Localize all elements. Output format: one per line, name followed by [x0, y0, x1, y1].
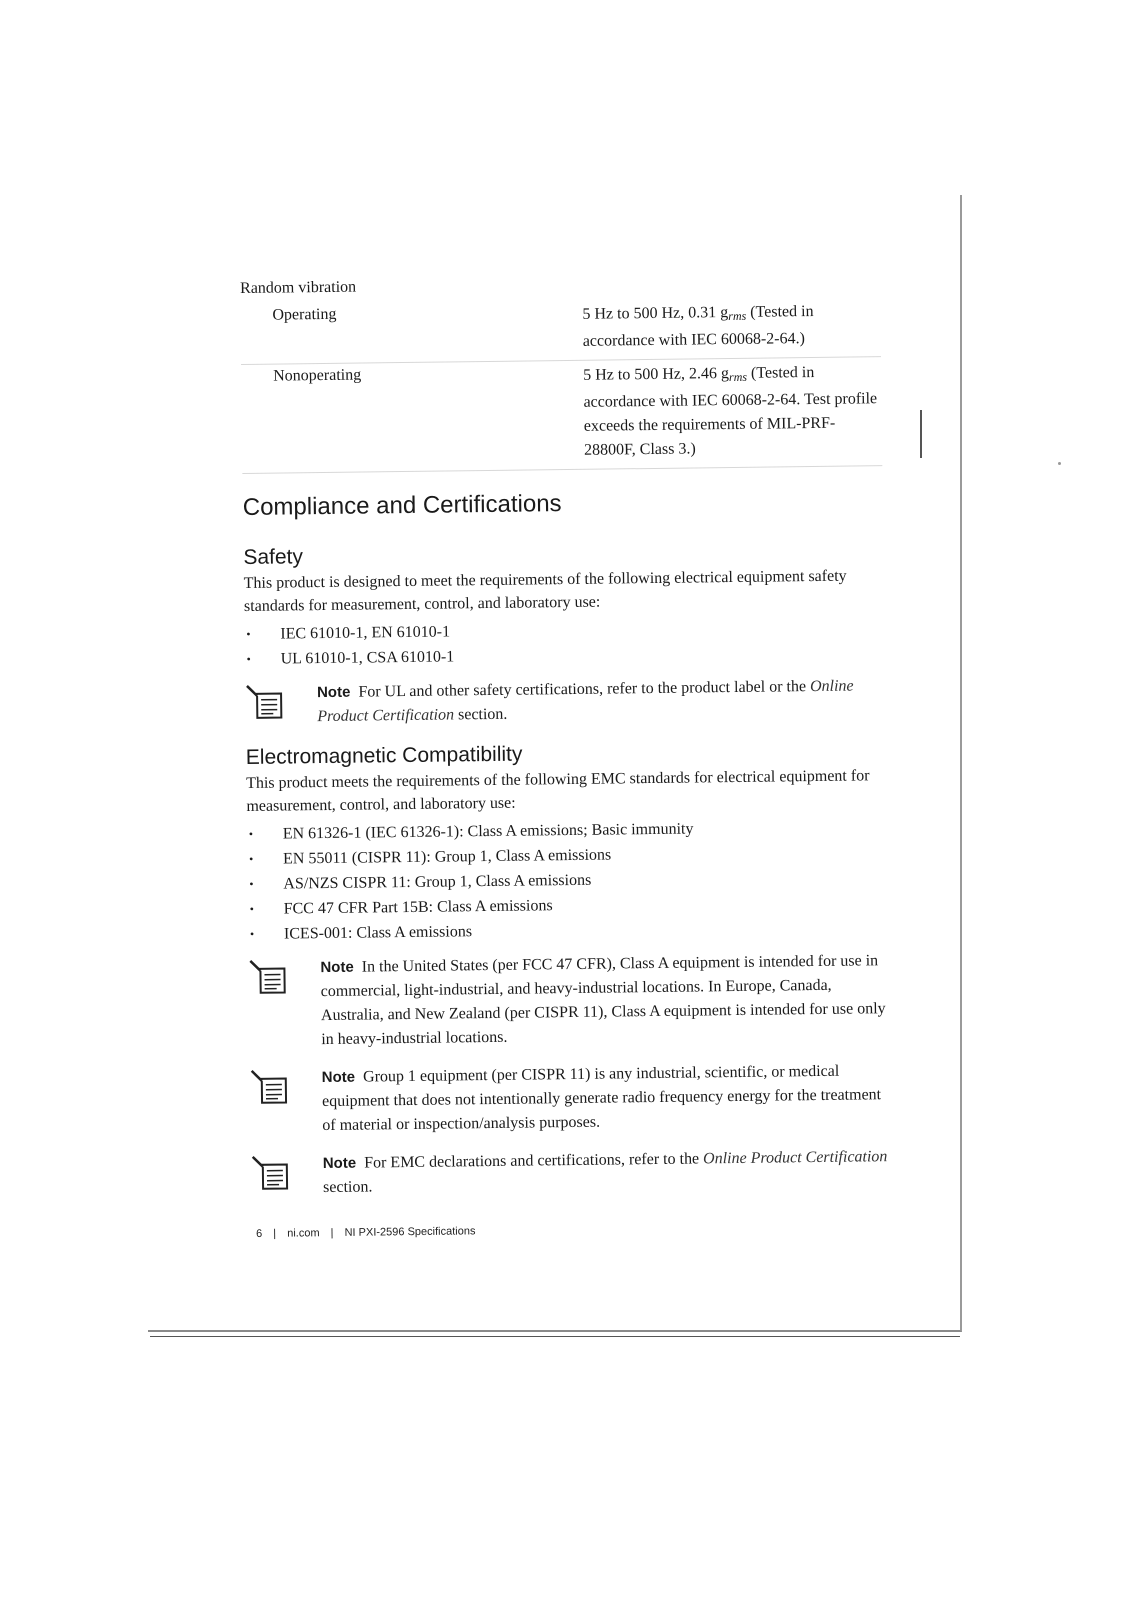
note-icon — [245, 681, 318, 730]
spec-value-subscript: rms — [728, 369, 748, 385]
note-body: For EMC declarations and certifications, refer to the — [364, 1150, 704, 1172]
emc-note-class-a — [248, 949, 889, 1053]
note-icon — [251, 1152, 324, 1201]
page-content — [240, 272, 891, 1215]
spec-value-text: (Tested in accordance with IEC 60068-2-64.) — [582, 302, 814, 350]
note-text — [323, 1145, 892, 1200]
spec-value-text: 5 Hz to 500 Hz, 0.31 g — [582, 304, 729, 323]
note-body: In the United States (per FCC 47 CFR), Class A equipment is intended for use in commercial, light-industrial, and heavy-industrial locations. In Europe, Canada, Australia, and New Zealand (per CISPR 11), Class A equipment is intended for use only in heavy-industrial locations. — [320, 952, 886, 1049]
emc-body: This product meets the requirements of the following EMC standards for electrical equipment for measurement, control, and laboratory use: — [246, 767, 870, 815]
note-icon — [250, 1066, 323, 1139]
note-label: Note — [322, 1154, 357, 1173]
note-icon — [248, 956, 321, 1053]
note-label: Note — [316, 683, 351, 702]
note-body: Group 1 equipment (per CISPR 11) is any industrial, scientific, or medical equipment that does not intentionally generate radio frequency energy for the treatment of material or inspection/analysis purposes. — [321, 1062, 882, 1135]
note-label: Note — [321, 1068, 356, 1087]
emc-note-declarations — [251, 1145, 892, 1201]
list-item: • IEC 61010-1, EN 61010-1 — [244, 614, 884, 647]
list-item: • EN 61326-1 (IEC 61326-1): Class A emissions; Basic immunity — [247, 814, 887, 847]
section-title: Compliance and Certifications — [242, 490, 562, 521]
footer-separator: | — [330, 1227, 334, 1240]
spec-name: Operating — [272, 305, 337, 324]
list-item: • ICES-001: Class A emissions — [248, 914, 888, 947]
spec-value — [583, 360, 882, 463]
spec-value — [582, 299, 881, 354]
safety-standards-list — [244, 614, 885, 672]
note-body: For UL and other safety certifications, refer to the product label or the — [358, 678, 811, 701]
footer-doc-title: NI PXI-2596 Specifications — [344, 1225, 476, 1239]
note-body: section. — [453, 705, 508, 724]
footer-site: ni.com — [287, 1227, 320, 1240]
note-text — [322, 1059, 891, 1138]
scan-speck — [1058, 462, 1061, 465]
safety-note — [245, 674, 886, 730]
list-item: • UL 61010-1, CSA 61010-1 — [244, 639, 884, 672]
safety-heading: Safety — [243, 545, 304, 569]
spec-value-subscript: rms — [728, 308, 747, 324]
sheet-edge — [150, 1336, 960, 1337]
spec-value-text: 5 Hz to 500 Hz, 2.46 g — [583, 365, 730, 384]
spec-name: Nonoperating — [273, 366, 362, 385]
note-label: Note — [320, 958, 354, 977]
spec-value-text: (Tested in accordance with IEC 60068-2-64. Test profile exceeds the requirements of MIL-PRF-28800F, Class 3.) — [583, 363, 878, 459]
note-text — [317, 674, 886, 729]
note-link-reference: Online Product Certification — [703, 1148, 888, 1168]
scan-mark — [920, 410, 922, 458]
page-number: 6 — [256, 1227, 263, 1240]
spec-group-label: Random vibration — [240, 278, 357, 297]
spec-row-operating — [240, 296, 881, 365]
list-item: • AS/NZS CISPR 11: Group 1, Class A emissions — [247, 864, 887, 897]
note-link-reference: Online Product Certification — [317, 677, 854, 726]
note-body: section. — [322, 1178, 373, 1197]
emc-standards-list — [247, 814, 888, 947]
safety-body: This product is designed to meet the requirements of the following electrical equipment safety standards for measurement, control, and laboratory use: — [243, 567, 847, 615]
footer-separator: | — [273, 1227, 277, 1240]
emc-note-group-1 — [250, 1059, 891, 1139]
emc-heading: Electromagnetic Compatibility — [245, 742, 523, 769]
list-item: • EN 55011 (CISPR 11): Group 1, Class A emissions — [247, 839, 887, 872]
list-item: • FCC 47 CFR Part 15B: Class A emissions — [248, 889, 888, 922]
spec-row-nonoperating — [241, 357, 882, 474]
note-text — [320, 949, 889, 1052]
